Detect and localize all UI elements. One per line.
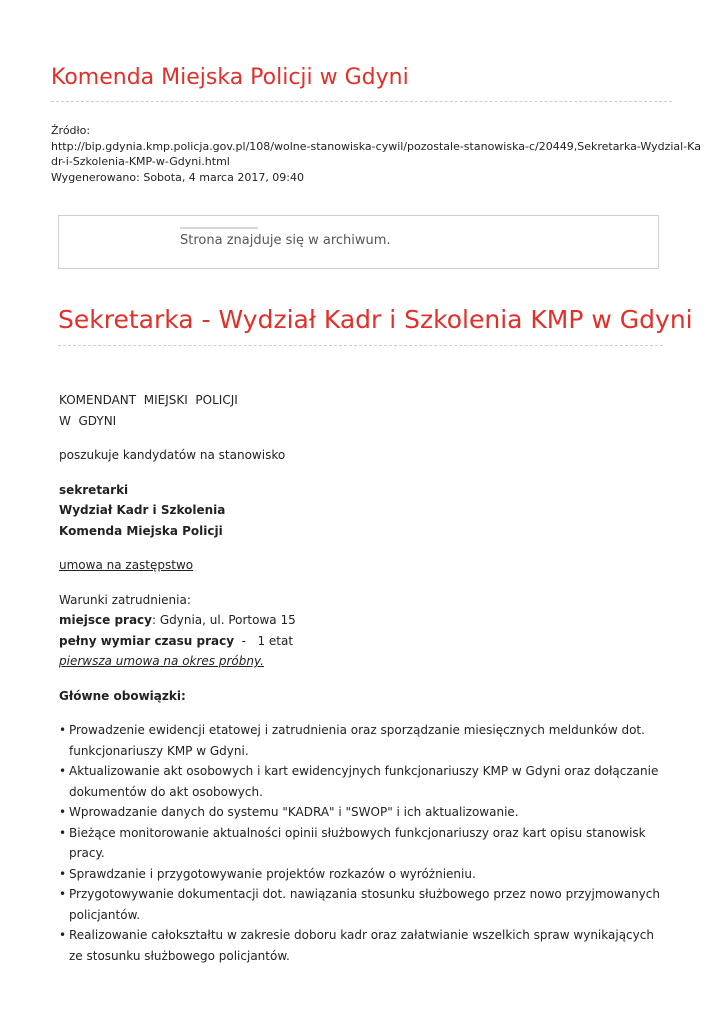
list-item: • Bieżące monitorowanie aktualności opinii służbowych funkcjonariuszy oraz kart opisu stanowisk pracy. <box>59 823 669 864</box>
seeking-text: poszukuje kandydatów na stanowisko <box>59 448 286 462</box>
worktime-label: pełny wymiar czasu pracy <box>59 633 235 648</box>
list-item: • Sprawdzanie i przygotowywanie projektów rozkazów o wyróżnieniu. <box>59 864 669 885</box>
duties-heading: Główne obowiązki: <box>59 688 186 703</box>
title-divider <box>58 345 663 346</box>
worktime-line <box>59 631 669 652</box>
archive-notice-box <box>58 215 659 269</box>
position-name: sekretarki <box>59 482 129 497</box>
probation-note: pierwsza umowa na okres próbny. <box>59 654 264 668</box>
list-item: • Prowadzenie ewidencji etatowej i zatrudnienia oraz sporządzanie miesięcznych meldunków dot. funkcjonariuszy KMP w Gdyni. <box>59 720 669 761</box>
duties-list <box>59 720 669 966</box>
worktime-value: - 1 etat <box>234 633 294 648</box>
source-info <box>51 123 701 185</box>
employer-line-1: KOMENDANT MIEJSKI POLICJI <box>59 393 238 407</box>
article-content <box>59 390 669 966</box>
site-title: Komenda Miejska Policji w Gdyni <box>51 65 409 90</box>
position-unit: Komenda Miejska Policji <box>59 523 223 538</box>
archive-notice-text: Strona znajduje się w archiwum. <box>180 233 391 248</box>
list-item: • Przygotowywanie dokumentacji dot. nawiązania stosunku służbowego przez nowo przyjmowanych policjantów. <box>59 884 669 925</box>
workplace-label: miejsce pracy <box>59 613 152 627</box>
position-department: Wydział Kadr i Szkolenia <box>59 503 226 517</box>
workplace-value: : Gdynia, ul. Portowa 15 <box>151 613 296 627</box>
list-item: • Wprowadzanie danych do systemu "KADRA" i "SWOP" i ich aktualizowanie. <box>59 802 669 823</box>
source-url-line1[interactable]: http://bip.gdynia.kmp.policja.gov.pl/108/wolne-stanowiska-cywil/pozostale-stanowiska-c/20449,Sekretarka-Wydzial-Ka <box>51 139 701 153</box>
employer-line-2: W GDYNI <box>59 413 117 428</box>
workplace-line <box>59 610 669 631</box>
header-divider <box>51 101 672 102</box>
list-item: • Aktualizowanie akt osobowych i kart ewidencyjnych funkcjonariuszy KMP w Gdyni oraz dołączanie dokumentów do akt osobowych. <box>59 761 669 802</box>
source-url-line2[interactable]: dr-i-Szkolenia-KMP-w-Gdyni.html <box>51 155 230 168</box>
generated-date: Wygenerowano: Sobota, 4 marca 2017, 09:40 <box>51 170 305 184</box>
source-label: Źródło: <box>51 124 91 137</box>
archive-notice-rule <box>180 227 258 229</box>
list-item: • Realizowanie całokształtu w zakresie doboru kadr oraz załatwianie wszelkich spraw wynikających ze stosunku służbowego policjantów. <box>59 925 669 966</box>
conditions-heading: Warunki zatrudnienia: <box>59 592 191 607</box>
contract-type: umowa na zastępstwo <box>59 558 194 572</box>
article-title: Sekretarka - Wydział Kadr i Szkolenia KMP w Gdyni <box>58 305 693 334</box>
